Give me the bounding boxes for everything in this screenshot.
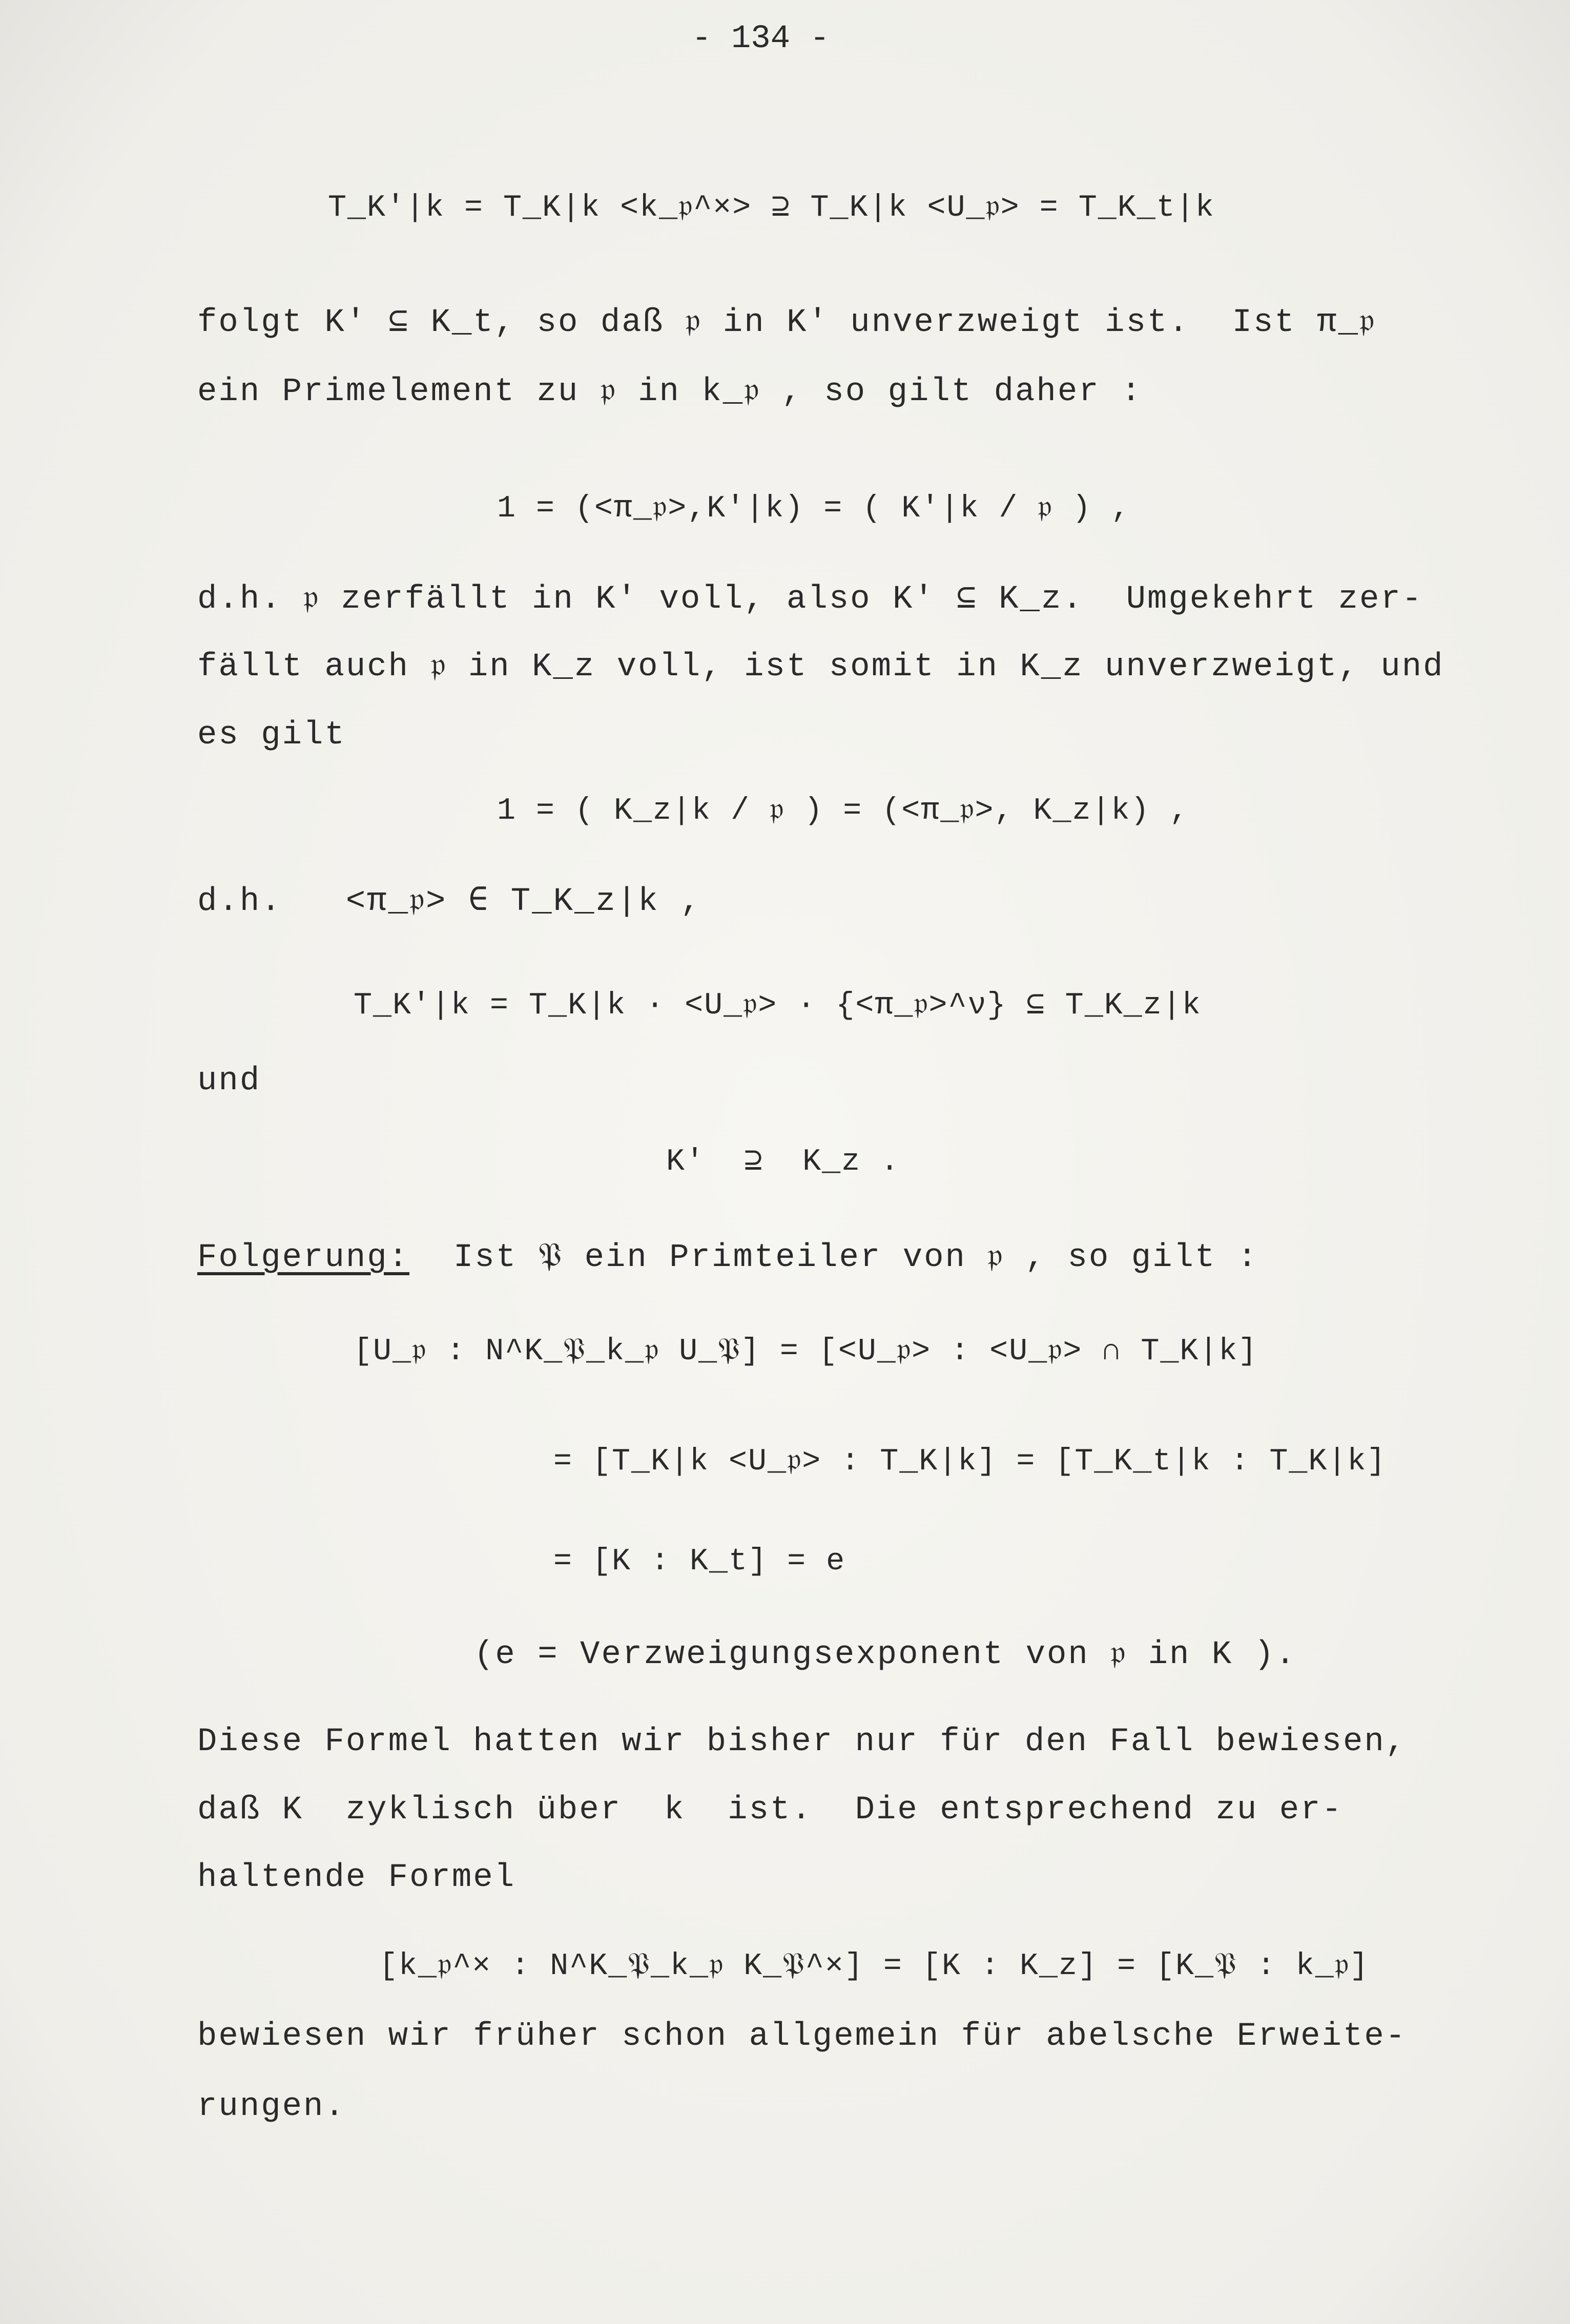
equation-4: T_K'|k = T_K|k · <U_𝔭> · {<π_𝔭>^ν} ⊆ T_K_z|k [354,988,1202,1023]
paragraph-4-line-2: rungen. [197,2088,346,2125]
paragraph-1-line-2: ein Primelement zu 𝔭 in k_𝔭 , so gilt daher : [197,374,1143,410]
paragraph-4-line-1: bewiesen wir früher schon allgemein für abelsche Erweite- [197,2018,1407,2055]
folgerung-label: Folgerung: [197,1239,410,1276]
dh-line: d.h. <π_𝔭> ∈ T_K_z|k , [197,883,702,920]
equation-9: (e = Verzweigungsexponent von 𝔭 in K ). [474,1636,1297,1673]
paragraph-3-line-1: Diese Formel hatten wir bisher nur für den Fall bewiesen, [197,1724,1407,1760]
equation-8: = [K : K_t] = e [553,1544,846,1579]
page-number: - 134 - [692,20,830,57]
equation-6: [U_𝔭 : N^K_𝔓_k_𝔭 U_𝔓] = [<U_𝔭> : <U_𝔭> ∩ T_K|k] [354,1334,1258,1369]
paragraph-2-line-1: d.h. 𝔭 zerfällt in K' voll, also K' ⊆ K_z. Umgekehrt zer- [197,581,1423,618]
paragraph-1-line-1: folgt K' ⊆ K_t, so daß 𝔭 in K' unverzweigt ist. Ist π_𝔭 [197,304,1376,341]
equation-2: 1 = (<π_𝔭>,K'|k) = ( K'|k / 𝔭 ) , [497,491,1131,526]
equation-1: T_K'|k = T_K|k <k_𝔭^×> ⊇ T_K|k <U_𝔭> = T_K_t|k [328,191,1215,225]
equation-5: K' ⊇ K_z . [666,1145,900,1179]
paragraph-2-line-2: fällt auch 𝔭 in K_z voll, ist somit in K_z unverzweigt, und [197,649,1444,686]
paragraph-2-line-3: es gilt [197,717,346,754]
paragraph-3-line-2: daß K zyklisch über k ist. Die entsprechend zu er- [197,1792,1343,1829]
folgerung-text: Ist 𝔓 ein Primteiler von 𝔭 , so gilt : [453,1239,1259,1276]
und-line: und [197,1063,261,1099]
equation-10: [k_𝔭^× : N^K_𝔓_k_𝔭 K_𝔓^×] = [K : K_z] = [K_𝔓 : k_𝔭] [379,1949,1369,1984]
equation-7: = [T_K|k <U_𝔭> : T_K|k] = [T_K_t|k : T_K|k] [553,1444,1387,1479]
equation-3: 1 = ( K_z|k / 𝔭 ) = (<π_𝔭>, K_z|k) , [497,794,1189,828]
paragraph-3-line-3: haltende Formel [197,1859,516,1896]
